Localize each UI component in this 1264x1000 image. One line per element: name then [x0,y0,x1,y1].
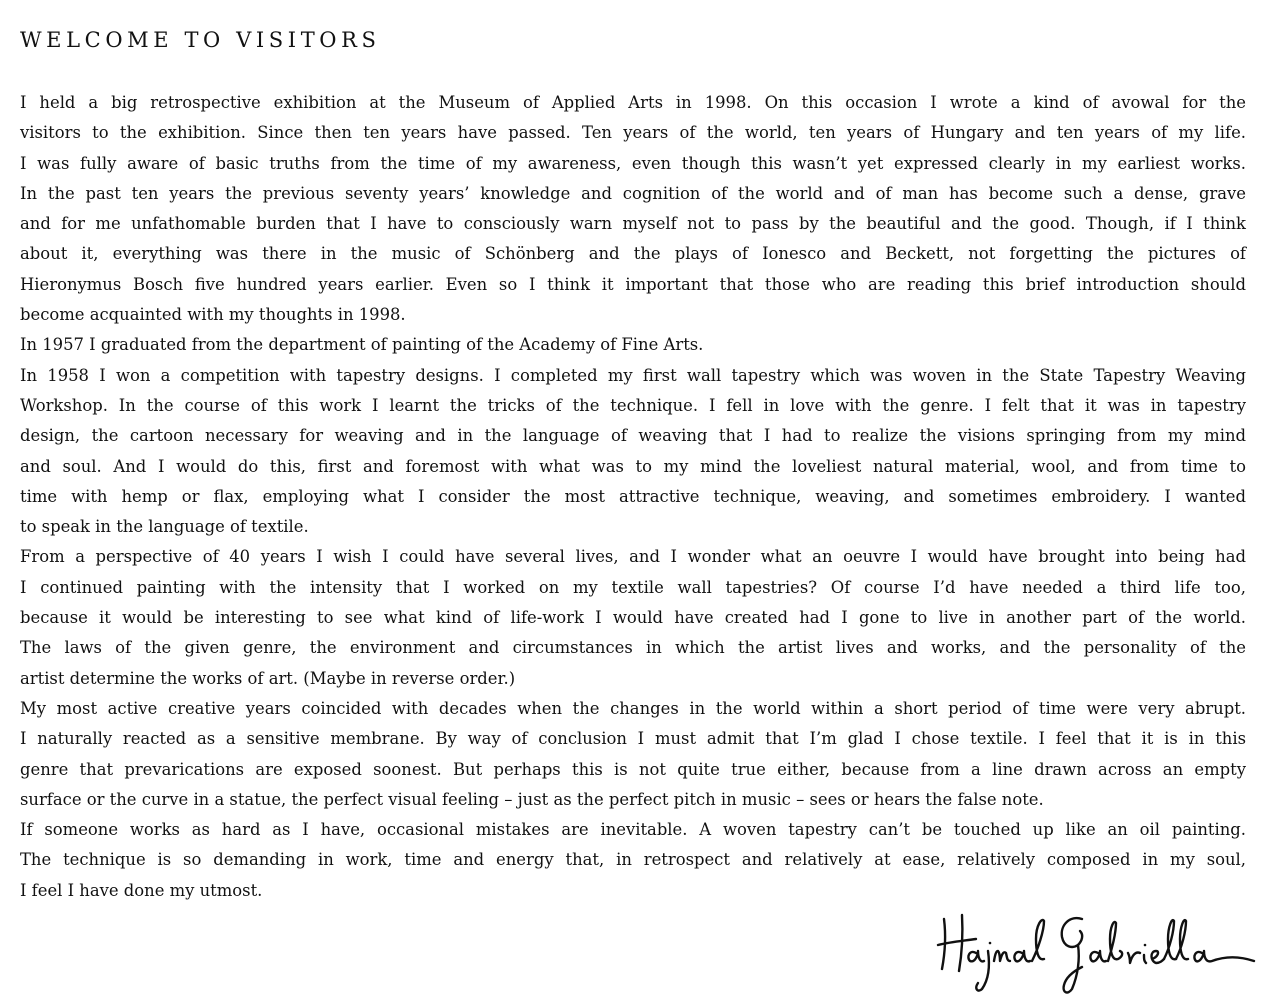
text-line: From a perspective of 40 years I wish I could have several lives, and I wonder what an oeuvre I would have brought into being had [20,547,1246,567]
text-line: I was fully aware of basic truths from the time of my awareness, even though this wasn’t yet expressed clearly in my earliest works. [20,153,1246,173]
text-line: In 1957 I graduated from the department of painting of the Academy of Fine Arts. [20,335,704,355]
text-line: and soul. And I would do this, first and foremost with what was to my mind the loveliest natural material, wool, and from time to [20,456,1246,476]
text-line: I continued painting with the intensity that I worked on my textile wall tapestries? Of course I’d have needed a third life too, [20,577,1246,597]
text-line: artist determine the works of art. (Maybe in reverse order.) [20,668,516,688]
handwritten-signature [932,905,1262,995]
text-line: Workshop. In the course of this work I learnt the tricks of the technique. I fell in love with the genre. I felt that it was in tapestry [20,395,1246,415]
text-line: In the past ten years the previous seventy years’ knowledge and cognition of the world and of man has become such a dense, grave [20,183,1246,203]
text-line: to speak in the language of textile. [20,517,309,537]
text-line: about it, everything was there in the music of Schönberg and the plays of Ionesco and Beckett, not forgetting the pictures of [20,244,1246,264]
text-line: I held a big retrospective exhibition at the Museum of Applied Arts in 1998. On this occasion I wrote a kind of avowal for the [20,93,1246,112]
signature-graphic [932,905,1262,995]
text-line: visitors to the exhibition. Since then ten years have passed. Ten years of the world, ten years of Hungary and ten years of my life. [20,123,1246,143]
text-line: genre that prevarications are exposed soonest. But perhaps this is not quite true either, because from a line drawn across an empty [20,759,1246,779]
text-line: because it would be interesting to see what kind of life-work I would have created had I gone to live in another part of the world. [20,608,1246,628]
text-line: design, the cartoon necessary for weaving and in the language of weaving that I had to realize the visions springing from my mind [20,426,1246,446]
text-line: become acquainted with my thoughts in 1998. [20,305,406,325]
text-line: The technique is so demanding in work, time and energy that, in retrospect and relatively at ease, relatively composed in my soul, [20,850,1246,870]
text-line: Hieronymus Bosch five hundred years earlier. Even so I think it important that those who are reading this brief introduction should [20,274,1246,294]
text-line: In 1958 I won a competition with tapestry designs. I completed my first wall tapestry which was woven in the State Tapestry Weaving [20,365,1246,385]
text-line: If someone works as hard as I have, occasional mistakes are inevitable. A woven tapestry can’t be touched up like an oil painting. [20,820,1246,840]
document-page [20,0,1246,1000]
text-line: and for me unfathomable burden that I have to consciously warn myself not to pass by the beautiful and the good. Though, if I think [20,214,1246,234]
body-text [20,88,1246,906]
text-line: My most active creative years coincided with decades when the changes in the world within a short period of time were very abrupt. [20,698,1246,718]
text-line: I feel I have done my utmost. [20,880,263,900]
text-line: The laws of the given genre, the environment and circumstances in which the artist lives and works, and the personality of the [20,638,1246,658]
text-line: I naturally reacted as a sensitive membrane. By way of conclusion I must admit that I’m glad I chose textile. I feel that it is in this [20,729,1246,749]
page-title: WELCOME TO VISITORS [20,28,381,52]
text-line: time with hemp or flax, employing what I consider the most attractive technique, weaving, and sometimes embroidery. I wanted [20,486,1246,506]
text-line: surface or the curve in a statue, the perfect visual feeling – just as the perfect pitch in music – sees or hears the false note. [20,789,1044,809]
